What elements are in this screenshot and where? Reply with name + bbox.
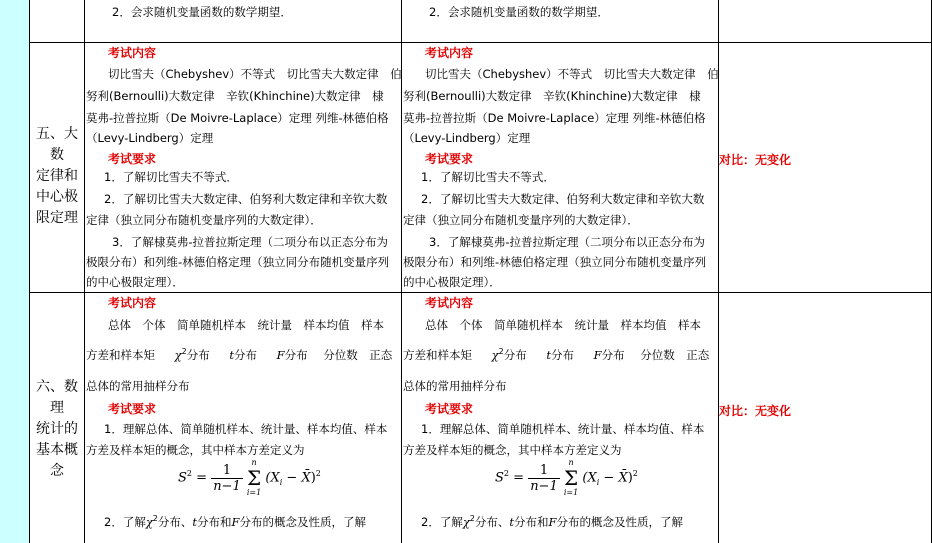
- superscript: 2: [152, 514, 158, 524]
- grid-line: [29, 0, 30, 543]
- section-5-title: [31, 124, 83, 229]
- content-line: 努利(Bernoulli)大数定律 辛钦(Khinchine)大数定律 棣: [403, 89, 701, 103]
- requirement-line: 的中心极限定理）．: [86, 275, 184, 289]
- row-header-strip: [0, 0, 29, 543]
- section-title-line: 基本概: [36, 442, 78, 458]
- formula-part: ): [310, 470, 316, 486]
- formula-sum: [564, 458, 578, 498]
- content-line: 努利(Bernoulli)大数定律 辛钦(Khinchine)大数定律 棣: [86, 89, 384, 103]
- content-text: 分布: [503, 348, 527, 362]
- grid-line: [30, 292, 932, 293]
- content-text: 2．了解: [104, 515, 146, 529]
- formula-part: −: [599, 470, 619, 486]
- f-symbol: F: [548, 515, 557, 529]
- f-symbol: F: [276, 348, 285, 362]
- content-line-distributions: [86, 347, 392, 363]
- section-title-line: 六、数理: [36, 379, 78, 416]
- t-symbol: t: [229, 348, 234, 362]
- requirement-line-2: [421, 514, 683, 530]
- content-text: 分布: [601, 348, 625, 362]
- formula-part: i: [596, 478, 600, 488]
- chi-symbol: χ: [491, 348, 499, 362]
- content-text: 分布、: [474, 515, 510, 529]
- t-symbol: t: [546, 348, 551, 362]
- content-heading: 考试内容: [425, 46, 474, 60]
- formula-part: 1: [528, 463, 560, 479]
- top-right-item: 2．会求随机变量函数的数学期望．: [429, 5, 609, 19]
- formula-part: n: [251, 458, 257, 467]
- content-text: 分布、: [157, 515, 193, 529]
- formula-fraction: [528, 463, 560, 494]
- content-text: 方差和样本矩: [403, 348, 472, 362]
- sample-variance-formula: [495, 458, 638, 498]
- sample-variance-formula: [178, 458, 321, 498]
- content-text: 方差和样本矩: [86, 348, 155, 362]
- section-title-line: 念: [50, 463, 64, 479]
- content-text: 分布: [186, 348, 210, 362]
- content-line-distributions: [403, 347, 709, 363]
- requirement-line: 1．理解总体、简单随机样本、统计量、样本均值、样本: [104, 422, 388, 436]
- top-left-item: 2．会求随机变量函数的数学期望．: [112, 5, 292, 19]
- requirement-heading: 考试要求: [108, 402, 157, 416]
- formula-part: (X: [582, 470, 597, 486]
- formula-part: =: [513, 470, 525, 486]
- chi-symbol: χ: [174, 348, 182, 362]
- requirement-line: 方差及样本矩的概念，其中样本方差定义为: [403, 443, 622, 457]
- formula-part: 1: [211, 463, 243, 479]
- section-6-title: [31, 377, 83, 482]
- formula-sum: [247, 458, 261, 498]
- section-title-line: 中心极: [36, 189, 78, 205]
- formula-part: X̄: [618, 470, 628, 486]
- section-6-new-cell: [401, 294, 718, 543]
- requirement-line: 3．了解棣莫弗-拉普拉斯定理（二项分布以正态分布为: [429, 235, 705, 249]
- formula-part: ): [627, 470, 633, 486]
- content-text: 分布的概念及性质，了解: [239, 515, 366, 529]
- content-line: 总体 个体 简单随机样本 统计量 样本均值 样本: [108, 318, 384, 332]
- section-6-compare: 对比：无变化: [719, 404, 792, 418]
- content-line: 切比雪夫（Chebyshev）不等式 切比雪夫大数定律 伯: [425, 67, 719, 81]
- requirement-line: 3．了解棣莫弗-拉普拉斯定理（二项分布以正态分布为: [112, 235, 388, 249]
- formula-part: i=1: [563, 488, 579, 497]
- requirement-line: 2．了解切比雪夫大数定律、伯努利大数定律和辛钦大数: [421, 192, 705, 206]
- requirement-line: 1．理解总体、简单随机样本、统计量、样本均值、样本: [421, 422, 705, 436]
- requirement-line: 2．了解切比雪夫大数定律、伯努利大数定律和辛钦大数: [104, 192, 388, 206]
- content-line: 总体 个体 简单随机样本 统计量 样本均值 样本: [425, 318, 701, 332]
- formula-part: i=1: [246, 488, 262, 497]
- t-symbol: t: [192, 515, 198, 529]
- chi-symbol: χ: [462, 515, 470, 529]
- content-text: 分布: [551, 348, 574, 362]
- requirement-line: 极限分布）和列维-林德伯格定理（独立同分布随机变量序列: [86, 255, 390, 269]
- content-heading: 考试内容: [425, 296, 474, 310]
- requirement-line-2: [104, 514, 366, 530]
- requirement-line: 1．了解切比雪夫不等式．: [421, 170, 555, 184]
- content-text: 分位数 正态: [640, 348, 710, 362]
- section-title-line: 统计的: [36, 421, 78, 437]
- section-title-line: 定律和: [36, 168, 78, 184]
- requirement-line: 的中心极限定理）．: [403, 275, 501, 289]
- formula-part: 2: [315, 469, 321, 479]
- chi-symbol: χ: [145, 515, 153, 529]
- formula-part: Σ: [246, 466, 262, 490]
- superscript: 2: [181, 347, 187, 357]
- requirement-line: 方差及样本矩的概念，其中样本方差定义为: [86, 443, 305, 457]
- grid-line: [30, 42, 932, 43]
- formula-part: =: [196, 470, 208, 486]
- content-line: 莫弗-拉普拉斯（De Moivre-Laplace）定理 列维-林德伯格: [86, 111, 389, 125]
- content-text: 分布的概念及性质，了解: [556, 515, 683, 529]
- content-heading: 考试内容: [108, 46, 157, 60]
- content-text: 分布: [234, 348, 257, 362]
- formula-part: 2: [186, 469, 192, 479]
- formula-part: n−1: [213, 478, 241, 494]
- requirement-heading: 考试要求: [108, 152, 157, 166]
- t-symbol: t: [509, 515, 515, 529]
- formula-part: S: [495, 470, 504, 486]
- formula-part: n−1: [530, 478, 558, 494]
- requirement-heading: 考试要求: [425, 402, 474, 416]
- section-title-line: 限定理: [36, 210, 78, 226]
- f-symbol: F: [231, 515, 240, 529]
- content-line: 莫弗-拉普拉斯（De Moivre-Laplace）定理 列维-林德伯格: [403, 111, 706, 125]
- content-line: （Levy-Lindberg）定理: [403, 131, 531, 145]
- content-text: 分布: [284, 348, 308, 362]
- formula-part: Σ: [563, 466, 579, 490]
- formula-part: 2: [632, 469, 638, 479]
- formula-part: X̄: [301, 470, 311, 486]
- requirement-heading: 考试要求: [425, 152, 474, 166]
- section-6-old-cell: [84, 294, 401, 543]
- formula-part: n: [568, 458, 574, 467]
- requirement-line: 定律（独立同分布随机变量序列的大数定律）．: [86, 213, 322, 227]
- content-heading: 考试内容: [108, 296, 157, 310]
- formula-part: (X: [265, 470, 280, 486]
- f-symbol: F: [593, 348, 602, 362]
- content-line: （Levy-Lindberg）定理: [86, 131, 214, 145]
- content-text: 分布和: [197, 515, 232, 529]
- requirement-line: 定律（独立同分布随机变量序列的大数定律）．: [403, 213, 639, 227]
- superscript: 2: [469, 514, 475, 524]
- requirement-line: 极限分布）和列维-林德伯格定理（独立同分布随机变量序列: [403, 255, 707, 269]
- formula-fraction: [211, 463, 243, 494]
- section-title-line: 五、大数: [36, 126, 78, 163]
- content-text: 2．了解: [421, 515, 463, 529]
- formula-part: 2: [503, 469, 509, 479]
- section-5-compare: 对比：无变化: [719, 153, 792, 167]
- formula-part: i: [279, 478, 283, 488]
- requirement-line: 1．了解切比雪夫不等式．: [104, 170, 238, 184]
- content-line: 总体的常用抽样分布: [403, 379, 507, 393]
- content-text: 分位数 正态: [323, 348, 393, 362]
- formula-part: −: [282, 470, 302, 486]
- content-text: 分布和: [514, 515, 549, 529]
- superscript: 2: [498, 347, 504, 357]
- content-line: 总体的常用抽样分布: [86, 379, 190, 393]
- content-line: 切比雪夫（Chebyshev）不等式 切比雪夫大数定律 伯: [108, 67, 402, 81]
- formula-part: S: [178, 470, 187, 486]
